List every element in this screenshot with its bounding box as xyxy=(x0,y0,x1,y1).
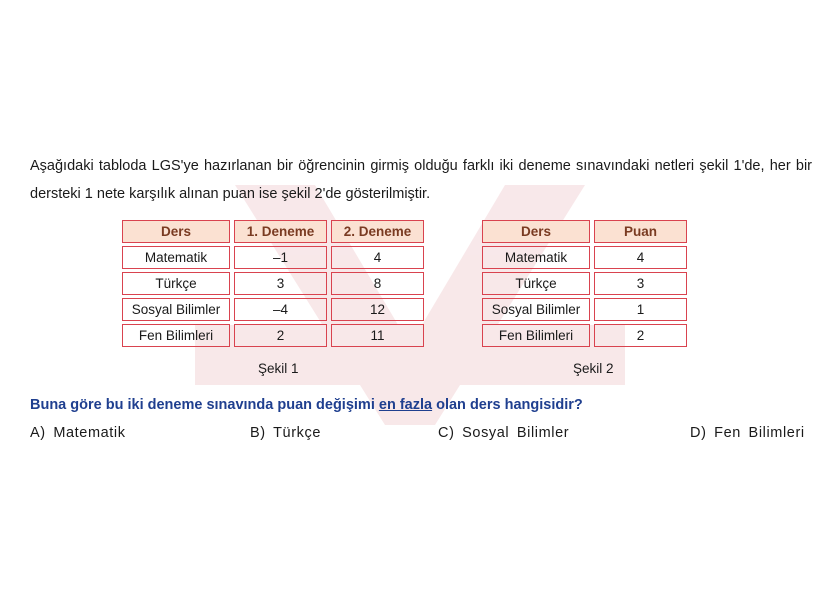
table-row xyxy=(482,324,687,347)
table1-cell: 4 xyxy=(331,246,424,269)
table-netler xyxy=(118,217,428,350)
table-row xyxy=(122,298,424,321)
table1-header-ders: Ders xyxy=(122,220,230,243)
table2-cell: 4 xyxy=(594,246,687,269)
question-emphasis: en fazla xyxy=(378,397,433,413)
table2-cell: 1 xyxy=(594,298,687,321)
figure-caption-1: Şekil 1 xyxy=(258,361,299,376)
table2-cell: Türkçe xyxy=(482,272,590,295)
table2-cell: Matematik xyxy=(482,246,590,269)
table2-header-ders: Ders xyxy=(482,220,590,243)
table-puan xyxy=(478,217,691,350)
intro-paragraph: Aşağıdaki tabloda LGS'ye hazırlanan bir öğrencinin girmiş olduğu farklı iki deneme sınavındaki netleri şekil 1'de, her bir dersteki 1 nete karşılık alınan puan ise şekil 2'de gösterilmiştir. xyxy=(30,158,812,202)
table1-cell: 2 xyxy=(234,324,327,347)
table1-cell: Sosyal Bilimler xyxy=(122,298,230,321)
question-after: olan ders hangisidir? xyxy=(432,397,583,413)
table1-cell: 12 xyxy=(331,298,424,321)
table1-cell: Matematik xyxy=(122,246,230,269)
table-row xyxy=(482,272,687,295)
table-row xyxy=(122,246,424,269)
table-row xyxy=(122,324,424,347)
table2-cell: Sosyal Bilimler xyxy=(482,298,590,321)
table1-cell: Fen Bilimleri xyxy=(122,324,230,347)
option-d[interactable]: D) Fen Bilimleri xyxy=(690,425,805,441)
table1-cell: –4 xyxy=(234,298,327,321)
table1-header-deneme2: 2. Deneme xyxy=(331,220,424,243)
table2-cell: 3 xyxy=(594,272,687,295)
table1-cell: 3 xyxy=(234,272,327,295)
table1-cell: –1 xyxy=(234,246,327,269)
table-row xyxy=(482,298,687,321)
table1-cell: 11 xyxy=(331,324,424,347)
table-row xyxy=(482,246,687,269)
table1-cell: 8 xyxy=(331,272,424,295)
table1-header-deneme1: 1. Deneme xyxy=(234,220,327,243)
table2-header-puan: Puan xyxy=(594,220,687,243)
question-text xyxy=(30,397,583,413)
table1-cell: Türkçe xyxy=(122,272,230,295)
option-b[interactable]: B) Türkçe xyxy=(250,425,321,441)
question-before: Buna göre bu iki deneme sınavında puan değişimi xyxy=(30,397,379,413)
figure-caption-2: Şekil 2 xyxy=(573,361,614,376)
table2-cell: Fen Bilimleri xyxy=(482,324,590,347)
option-a[interactable]: A) Matematik xyxy=(30,425,126,441)
table-row xyxy=(122,272,424,295)
table2-cell: 2 xyxy=(594,324,687,347)
option-c[interactable]: C) Sosyal Bilimler xyxy=(438,425,570,441)
